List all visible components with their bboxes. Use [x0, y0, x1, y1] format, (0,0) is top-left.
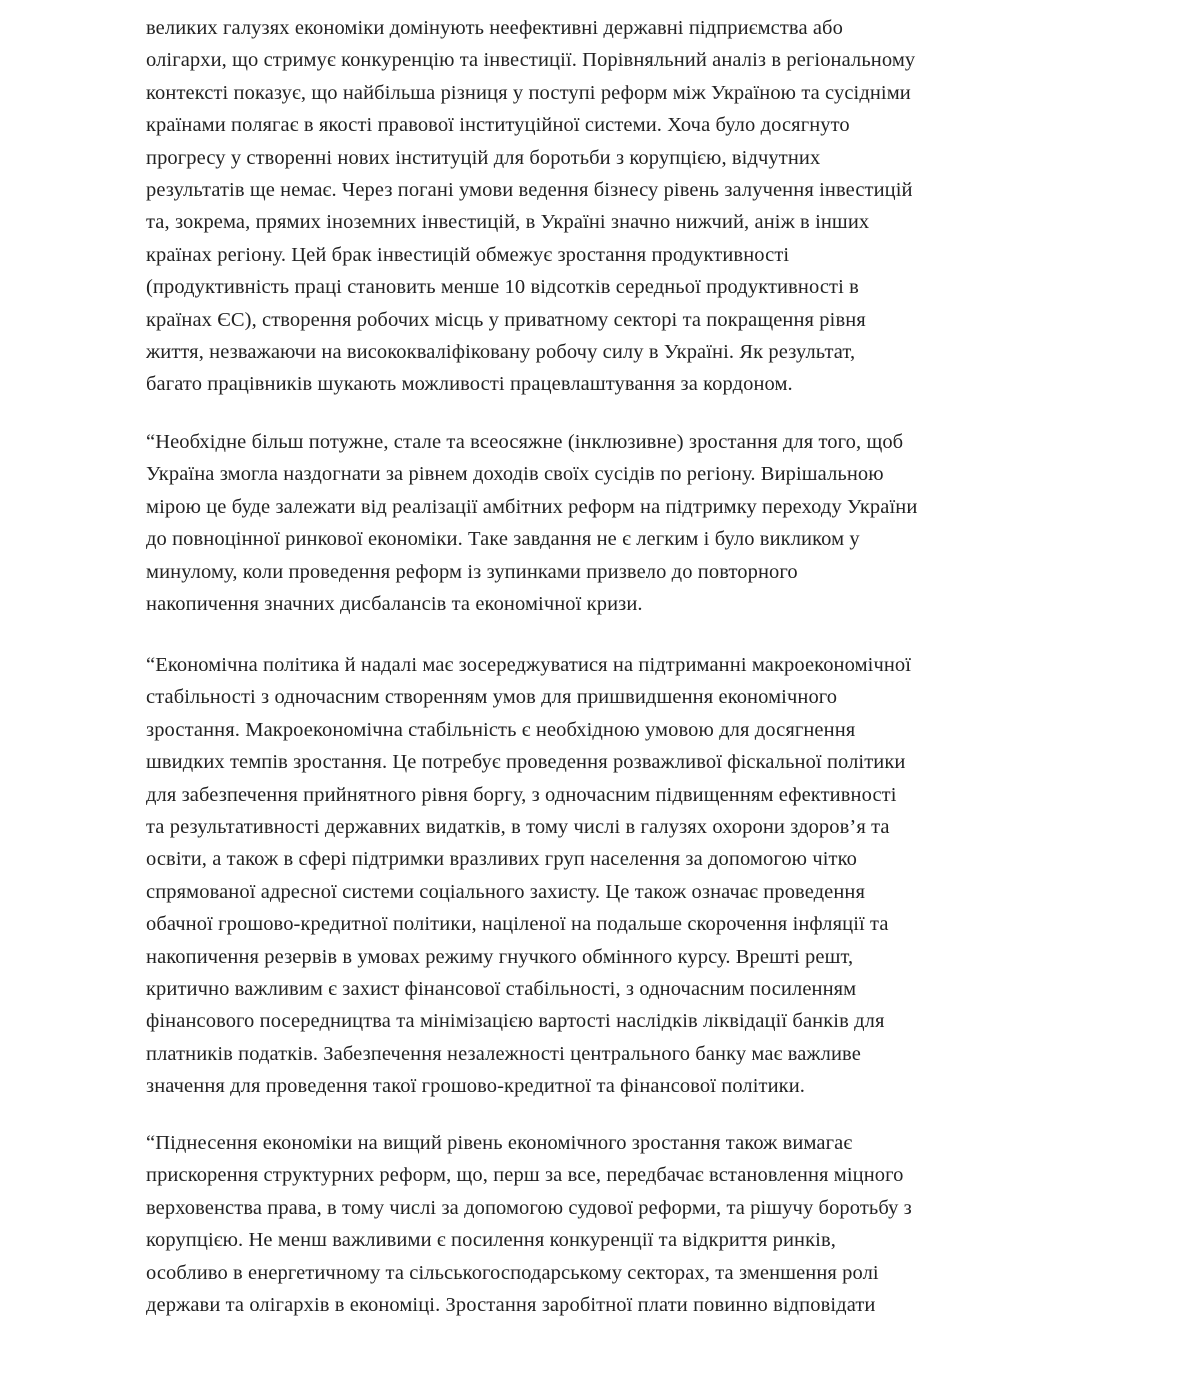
text-line: прискорення структурних реформ, що, перш за все, передбачає встановлення міцного — [146, 1164, 904, 1187]
text-line: спрямованої адресної системи соціального захисту. Це також означає проведення — [146, 880, 866, 903]
text-line: фінансового посередництва та мінімізацією вартості наслідків ліквідації банків для — [146, 1010, 885, 1033]
paragraph-1 — [146, 12, 1096, 401]
paragraph-3 — [146, 649, 1096, 1103]
text-line: Україна змогла наздогнати за рівнем доходів своїх сусідів по регіону. Вирішальною — [146, 463, 884, 486]
text-line: минулому, коли проведення реформ із зупинками призвело до повторного — [146, 560, 798, 583]
text-line: (продуктивність праці становить менше 10 відсотків середньої продуктивності в — [146, 276, 859, 299]
text-line: “Піднесення економіки на вищий рівень економічного зростання також вимагає — [146, 1132, 853, 1154]
text-line: накопичення значних дисбалансів та економічної кризи. — [146, 593, 643, 616]
paragraph-4 — [146, 1127, 1096, 1321]
text-line: великих галузях економіки домінують неефективні державні підприємства або — [146, 17, 843, 39]
text-line: платників податків. Забезпечення незалежності центрального банку має важливе — [146, 1042, 861, 1065]
text-line: країнах регіону. Цей брак інвестицій обмежує зростання продуктивності — [146, 243, 790, 266]
text-line: особливо в енергетичному та сільськогосподарському секторах, та зменшення ролі — [146, 1261, 879, 1284]
text-line: корупцією. Не менш важливими є посилення конкуренції та відкриття ринків, — [146, 1229, 836, 1252]
text-line: стабільності з одночасним створенням умов для пришвидшення економічного — [146, 686, 838, 709]
text-line: багато працівників шукають можливості працевлаштування за кордоном. — [146, 373, 793, 396]
text-line: до повноцінної ринкової економіки. Таке завдання не є легким і було викликом у — [146, 528, 860, 551]
text-line: обачної грошово-кредитної політики, націленої на подальше скорочення інфляції та — [146, 913, 889, 936]
text-line: для забезпечення прийнятного рівня боргу, з одночасним підвищенням ефективності — [146, 783, 897, 806]
text-line: “Економічна політика й надалі має зосереджуватися на підтриманні макроекономічної — [146, 654, 912, 676]
text-line: “Необхідне більш потужне, стале та всеосяжне (інклюзивне) зростання для того, щоб — [146, 431, 904, 453]
text-line: прогресу у створенні нових інституцій для боротьби з корупцією, відчутних — [146, 146, 821, 169]
text-line: та, зокрема, прямих іноземних інвестицій, в Україні значно нижчий, аніж в інших — [146, 211, 870, 234]
text-line: зростання. Макроекономічна стабільність є необхідною умовою для досягнення — [146, 718, 856, 741]
text-line: мірою це буде залежати від реалізації амбітних реформ на підтримку переходу України — [146, 495, 918, 518]
paragraph-2 — [146, 426, 1096, 620]
text-line: освіти, а також в сфері підтримки вразливих груп населення за допомогою чітко — [146, 848, 857, 871]
text-line: контексті показує, що найбільша різниця у поступі реформ між Україною та сусідніми — [146, 81, 911, 104]
text-line: критично важливим є захист фінансової стабільності, з одночасним посиленням — [146, 978, 857, 1001]
text-line: олігархи, що стримує конкуренцію та інвестиції. Порівняльний аналіз в регіональному — [146, 49, 916, 72]
text-line: та результативності державних видатків, в тому числі в галузях охорони здоров’я та — [146, 816, 890, 839]
text-line: життя, незважаючи на висококваліфіковану робочу силу в Україні. Як результат, — [146, 341, 856, 364]
text-line: верховенства права, в тому числі за допомогою судової реформи, та рішучу боротьбу з — [146, 1196, 912, 1219]
text-line: результатів ще немає. Через погані умови ведення бізнесу рівень залучення інвестицій — [146, 179, 913, 202]
text-line: швидких темпів зростання. Це потребує проведення розважливої фіскальної політики — [146, 751, 906, 774]
text-line: накопичення резервів в умовах режиму гнучкого обмінного курсу. Врешті решт, — [146, 945, 854, 968]
text-line: держави та олігархів в економіці. Зростання заробітної плати повинно відповідати — [146, 1294, 876, 1317]
text-line: країнах ЄС), створення робочих місць у приватному секторі та покращення рівня — [146, 308, 866, 331]
text-line: країнами полягає в якості правової інституційної системи. Хоча було досягнуто — [146, 114, 850, 137]
text-line: значення для проведення такої грошово-кредитної та фінансової політики. — [146, 1075, 806, 1098]
